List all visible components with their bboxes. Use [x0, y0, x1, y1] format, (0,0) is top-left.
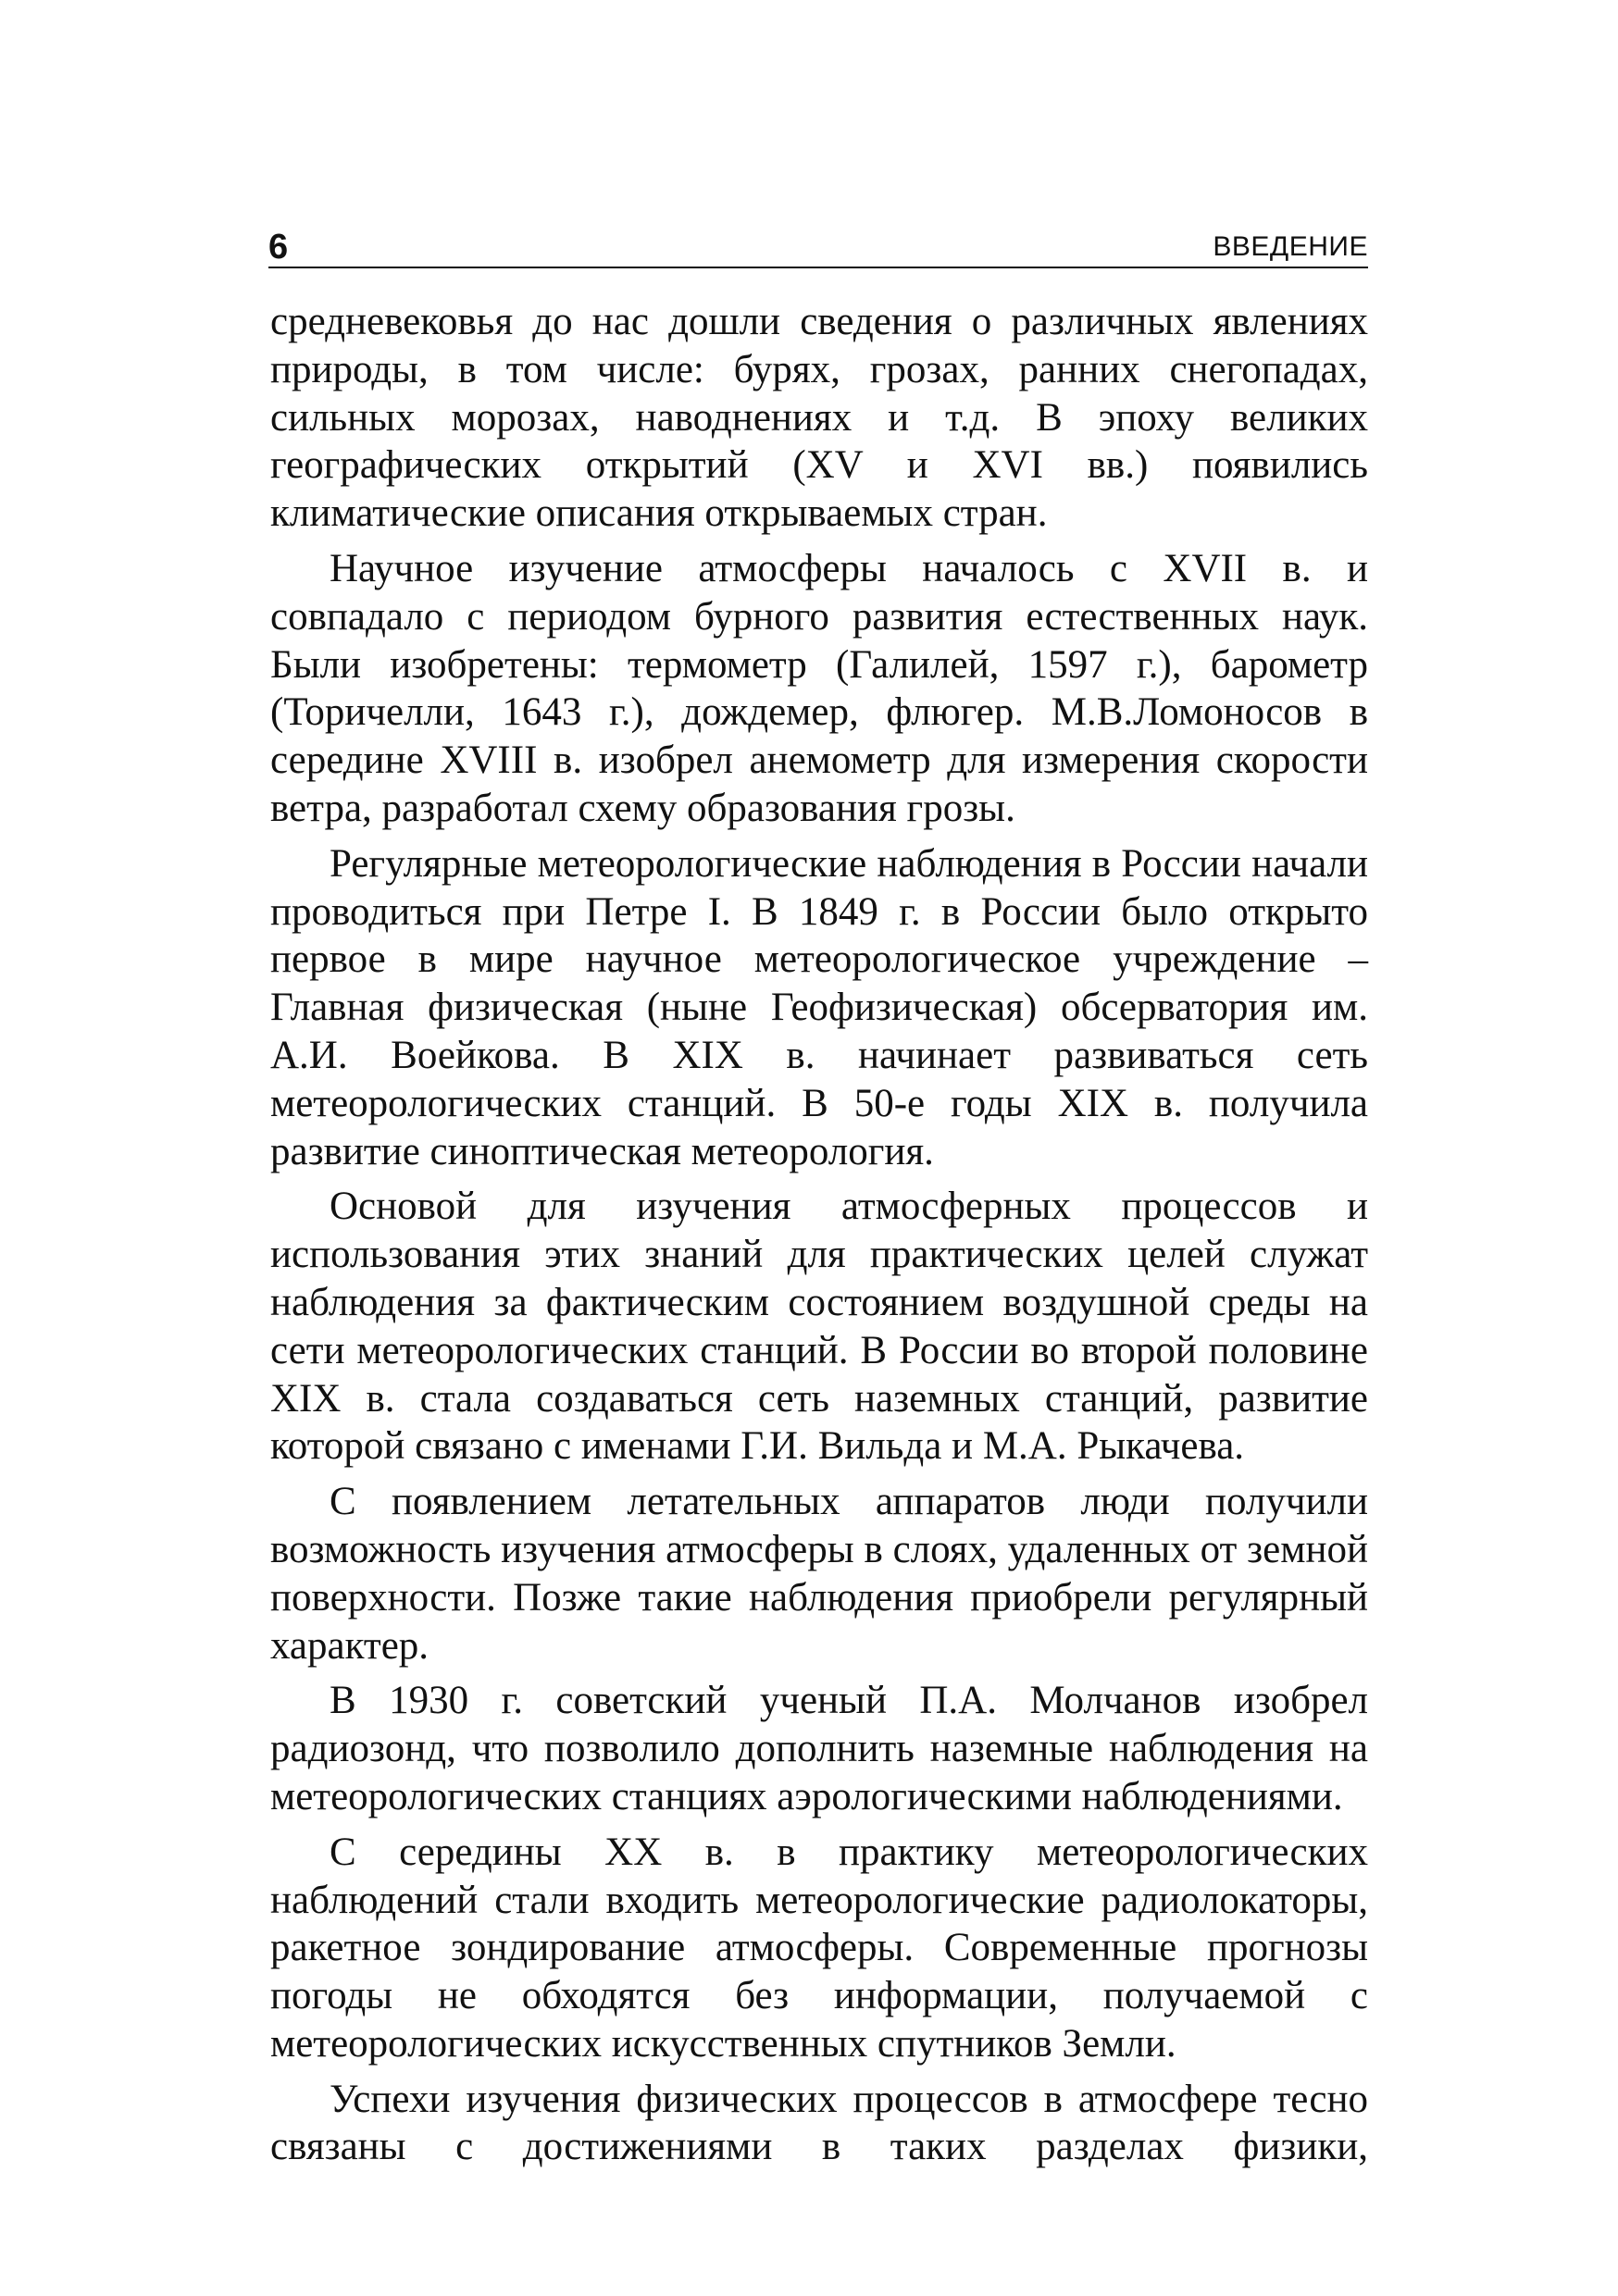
paragraph: С появлением летательных аппаратов люди получили возможность изучения атмосферы в слоях, удаленных от земной поверхности. Позже такие наблюдения приобрели регулярный характер. [270, 1480, 1368, 1668]
section-title: ВВЕДЕНИЕ [1213, 231, 1368, 262]
paragraph: Научное изучение атмосферы началось с XVII в. и совпадало с периодом бурного развития естественных наук. Были изобретены: термометр (Галилей, 1597 г.), барометр (Торичелли, 1643 г.), дождемер, флюгер. М.В.Ломоносов в середине XVIII в. изобрел анемометр для измерения скорости ветра, разработал схему образования грозы. [270, 546, 1368, 830]
body-text [270, 298, 1368, 2171]
paragraph-continued: средневековья до нас дошли сведения о различных явлениях природы, в том числе: бурях, грозах, ранних снегопадах, сильных морозах, наводнениях и т.д. В эпоху великих географических открытий (XV и XVI вв.) появились климатические описания открываемых стран. [270, 300, 1368, 536]
paragraph: В 1930 г. советский ученый П.А. Молчанов изобрел радиозонд, что позволило дополнить наземные наблюдения на метеорологических станциях аэрологическими наблюдениями. [270, 1679, 1368, 1818]
paragraph-continues-next-page: Успехи изучения физических процессов в атмосфере тесно связаны с достижениями в таких разделах физики, [270, 2077, 1368, 2169]
paragraph: Основой для изучения атмосферных процессов и использования этих знаний для практических целей служат наблюдения за фактическим состоянием воздушной среды на сети метеорологических станций. В России во второй половине XIX в. стала создаваться сеть наземных станций, развитие которой связано с именами Г.И. Вильда и М.А. Рыкачева. [270, 1185, 1368, 1469]
running-header [268, 215, 1368, 268]
paragraph: Регулярные метеорологические наблюдения в России начали проводиться при Петре I. В 1849 г. в России было открыто первое в мире научное метеорологическое учреждение – Главная физическая (ныне Геофизическая) обсерватория им. А.И. Воейкова. В XIX в. начинает развиваться сеть метеорологических станций. В 50-е годы XIX в. получила развитие синоптическая метеорология. [270, 841, 1368, 1173]
paragraph: С середины XX в. в практику метеорологических наблюдений стали входить метеорологические радиолокаторы, ракетное зондирование атмосферы. Современные прогнозы погоды не обходятся без информации, получаемой с метеорологических искусственных спутников Земли. [270, 1830, 1368, 2066]
page-number: 6 [268, 228, 289, 267]
